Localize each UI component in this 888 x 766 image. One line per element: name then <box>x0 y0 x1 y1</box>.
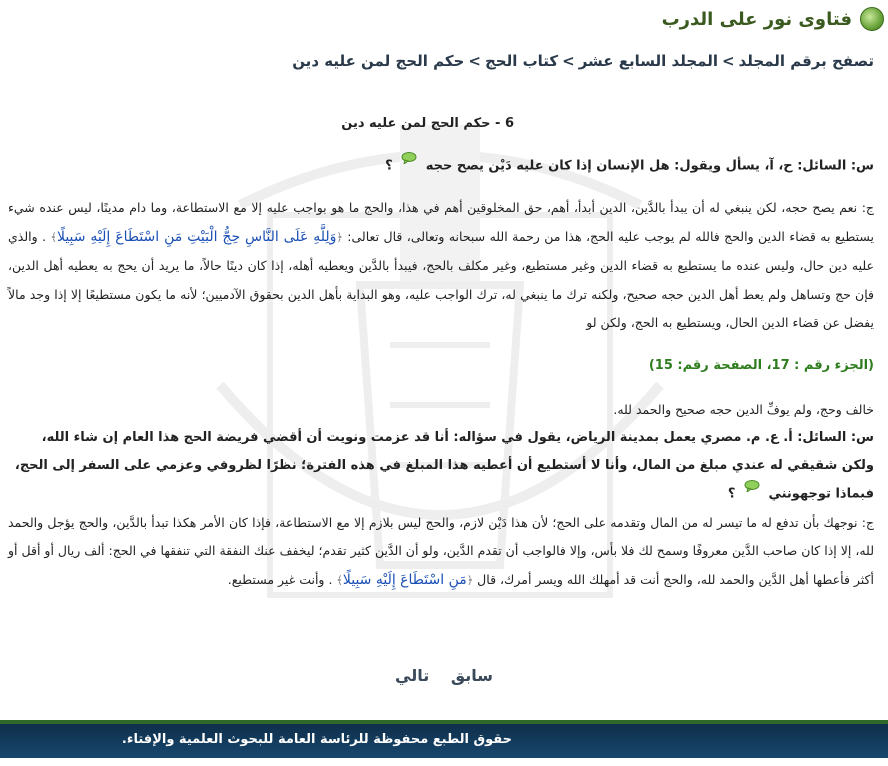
fatwa-content <box>8 110 874 595</box>
breadcrumb-separator: > <box>562 52 575 70</box>
answer-1-text-a: ج: نعم يصح حجه، لكن ينبغي له أن يبدأ بالدَّين، الدين أبدأ، أهم، حق المخلوقين أهم في هذا، والحج ما هو بواجب عليه إلا مع الاستطاعة، وما دام مدينًا، ليس عنده شيء يستطيع به قضاء الدين والحج فالله لم يوجب عليه الحج، هذا من رحمة الله سبحانه وتعالى، قال تعالى: <box>8 200 874 244</box>
answer-2-text-b: . وأنت غير مستطيع. <box>227 571 333 587</box>
speech-bubble-icon[interactable] <box>401 152 417 164</box>
breadcrumb-volume-17[interactable]: المجلد السابع عشر <box>578 52 718 70</box>
next-link[interactable]: تالي <box>395 666 430 685</box>
breadcrumb <box>292 52 874 70</box>
breadcrumb-browse-by-volume[interactable]: تصفح برقم المجلد <box>738 52 874 70</box>
answer-2-text-a: ج: نوجهك بأن تدفع له ما تيسر له من المال وتقدمه على الحج؛ لأن هذا دَيْن لازم، والحج ليس بلازم إلا مع الاستطاعة، فإذا كان الأمر هكذا تبدأ بالدَّين، والحج يؤجل والحمد لله، إلا إذا كان صاحب الدَّين معروفًا وسمح لك فلا بأس، وإلا فالواجب أن تقدم الدَّين، ولو أن الدَّين كثير تقدم؛ ليخفف عنك النفقة التي تنفقها في الحج: ألف ريال أو أقل أو أكثر فأعطها أهل الدَّين والحمد لله، والحج أنت قد أمهلك الله ويسر أمرك، قال <box>8 514 874 587</box>
question-1-text: س: السائل: ح، آ، يسأل ويقول: هل الإنسان إذا كان عليه دَيْن يصح حجه <box>425 158 874 174</box>
answer-1 <box>8 194 874 338</box>
answer-1-continuation: خالف وحج، ولم يوفِّ الدين حجه صحيح والحمد لله. <box>613 401 874 417</box>
verse-bracket-close: ﴾ <box>50 230 57 244</box>
question-mark: ؟ <box>727 486 736 502</box>
question-1 <box>8 152 874 180</box>
question-mark: ؟ <box>385 158 393 174</box>
verse-bracket-open: ﴿ <box>466 573 474 587</box>
breadcrumb-separator: > <box>468 52 481 70</box>
breadcrumb-book-hajj[interactable]: كتاب الحج <box>484 52 559 70</box>
pagination-nav <box>0 666 888 685</box>
speech-bubble-icon[interactable] <box>744 480 760 492</box>
fatwa-number: 6 - <box>495 116 514 131</box>
site-header <box>662 6 884 32</box>
question-2-text: س: السائل: أ. ع. م. مصري يعمل بمدينة الرياض، يقول في سؤاله: أنا قد عزمت ونويت أن أقضي فريضة الحج هذا العام إن شاء الله، ولكن شقيقي له عندي مبلغ من المال، وأنا لا أستطيع أن أعطيه هذا المبلغ في هذه الفترة؛ نظرًا لظروفي وعزمي على السفر إلى الحج، فبماذا توجهونني <box>14 430 874 502</box>
site-logo-icon[interactable] <box>860 7 884 31</box>
site-title[interactable]: فتاوى نور على الدرب <box>661 8 852 30</box>
fatwa-title-text: حكم الحج لمن عليه دين <box>341 116 491 131</box>
answer-2 <box>8 509 874 596</box>
breadcrumb-current-fatwa[interactable]: حكم الحج لمن عليه دين <box>292 52 465 70</box>
fatwa-title <box>8 110 514 138</box>
verse-bracket-close: ﴾ <box>336 573 343 587</box>
footer <box>0 724 888 758</box>
verse-bracket-open: ﴿ <box>336 230 343 244</box>
copyright-text: حقوق الطبع محفوظة للرئاسة العامة للبحوث العلمية والإفتاء. <box>121 732 512 747</box>
quran-verse-2: مَنِ اسْتَطَاعَ إِلَيْهِ سَبِيلًا <box>342 571 467 588</box>
previous-link[interactable]: سابق <box>450 666 493 685</box>
question-2 <box>8 424 874 508</box>
footer-bottom-strip <box>0 758 888 766</box>
breadcrumb-separator: > <box>721 52 735 70</box>
quran-verse-1: وَلِلَّهِ عَلَى النَّاسِ حِجُّ الْبَيْتِ مَنِ اسْتَطَاعَ إِلَيْهِ سَبِيلًا <box>56 228 337 245</box>
page-reference: (الجزء رقم : 17، الصفحة رقم: 15) <box>648 357 874 373</box>
answer-1-text-b: . والذي عليه دين حال، وليس عنده ما يستطيع به قضاء الدين وغير مستطيع، وغير مكلف بالحج، فيبدأ بالدَّين ويعطيه أهله، إذا كان دينًا حالاً، ما يريد أن يحج به يعطيه أهل الدين، فإن حج وتساهل ولم يعط أهل الدين حجه صحيح، ولكنه ترك ما ينبغي له، ترك الواجب عليه، وهو البداية بأهل الدين بحقوق الآدميين؛ لأنه ما يكون مستطيعًا إلا إذا وجد مالاً يفضل عن قضاء الدين الحال، ويستطيع به الحج، ولكن لو <box>8 228 874 331</box>
